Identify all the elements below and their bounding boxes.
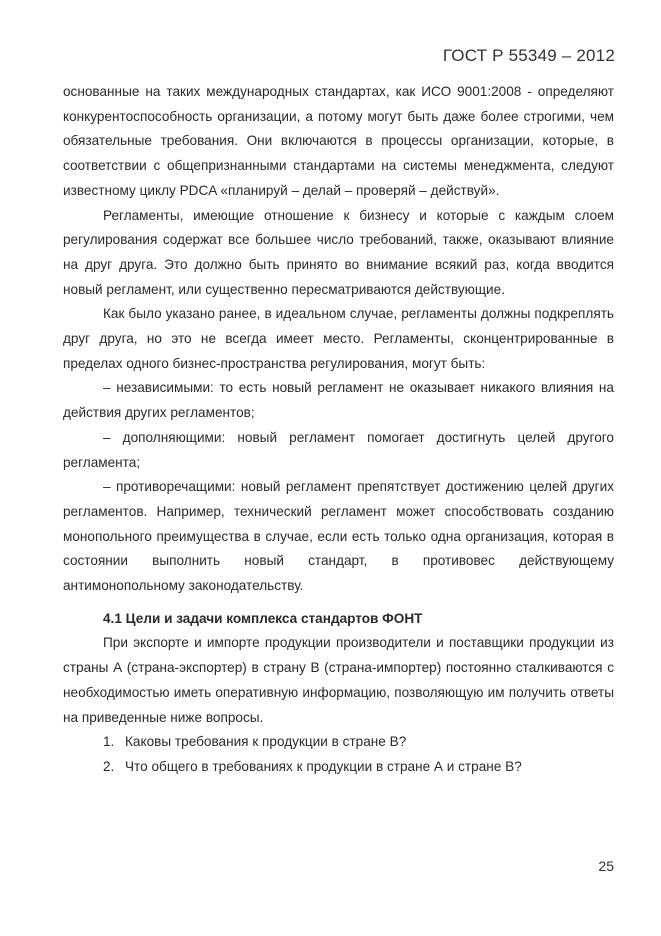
paragraph-export-import: При экспорте и импорте продукции производители и поставщики продукции из страны А (страна-экспортер) в страну В (страна-импортер) постоянно сталкиваются с необходимостью иметь оперативную информацию, позволяющую им получить ответы на приведенные ниже вопросы. [63, 635, 614, 725]
document-code-header: ГОСТ Р 55349 – 2012 [442, 46, 615, 65]
numbered-item-1 [63, 730, 614, 755]
document-body [63, 80, 614, 780]
page-number: 25 [598, 858, 614, 874]
list-item-complementary: – дополняющими: новый регламент помогает достигнуть целей другого регламента; [63, 429, 614, 470]
numbered-item-2 [63, 755, 614, 780]
paragraph-regulations-types: Как было указано ранее, в идеальном случае, регламенты должны подкреплять друг друга, но это не всегда имеет место. Регламенты, сконцентрированные в пределах одного бизнес-пространства регулирования, могут быть: [63, 306, 614, 371]
list-item-independent: – независимыми: то есть новый регламент не оказывает никакого влияния на действия других регламентов; [63, 380, 614, 421]
numbered-item-number: 2. [103, 758, 115, 774]
paragraph-regulations-influence: Регламенты, имеющие отношение к бизнесу и которые с каждым слоем регулирования содержат все большее число требований, также, оказывают влияние на друг друга. Это должно быть принято во внимание всякий раз, когда вводится новый регламент, или существенно пересматриваются действующие. [63, 207, 614, 297]
numbered-item-number: 1. [103, 734, 115, 750]
paragraph-continued: основанные на таких международных стандартах, как ИСО 9001:2008 - определяют конкурентоспособность организации, а потому могут быть даже более строгими, чем обязательные требования. Они включаются в процессы организации, которые, в соответствии с общепризнанными стандартами на системы менеджмента, следуют известному циклу PDCA «планируй – делай – проверяй – действуй». [63, 84, 614, 198]
list-item-contradicting: – противоречащими: новый регламент препятствует достижению целей других регламентов. Например, технический регламент может способствовать созданию монопольного преимущества в случае, если есть только одна организация, которая в состоянии выполнить новый стандарт, в противовес действующему антимонопольному законодательству. [63, 479, 614, 594]
numbered-item-text: Что общего в требованиях к продукции в стране А и стране В? [125, 758, 522, 774]
numbered-item-text: Каковы требования к продукции в стране В? [125, 734, 407, 750]
section-heading: 4.1 Цели и задачи комплекса стандартов ФОНТ [103, 610, 423, 626]
